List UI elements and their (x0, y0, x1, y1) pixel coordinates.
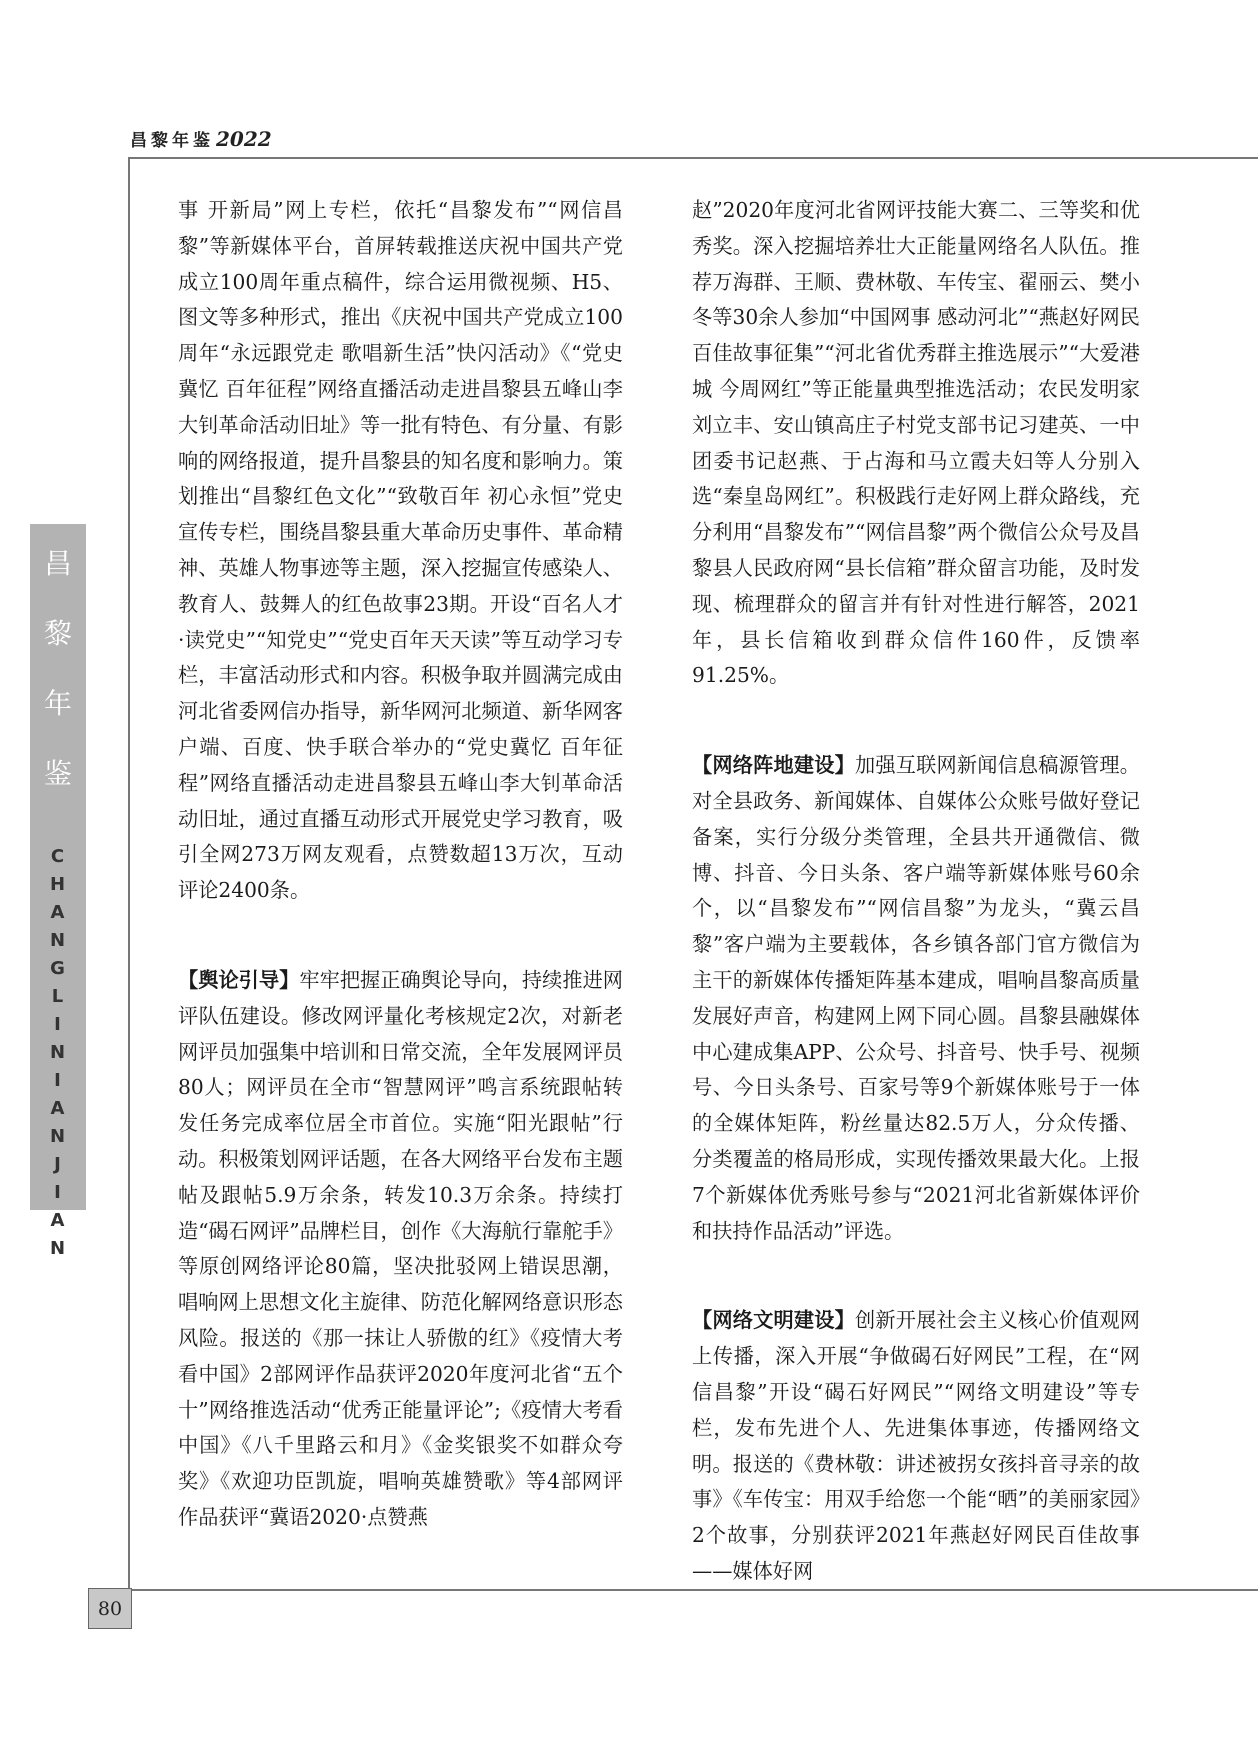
frame-left-rule (128, 157, 130, 1589)
side-tab-char: 昌 (43, 547, 72, 580)
paragraph-gap (178, 909, 623, 963)
side-tab-char: 鉴 (43, 757, 72, 790)
header-title: 昌黎年鉴 (130, 131, 214, 151)
side-tab-char: 年 (43, 687, 72, 720)
right-column (692, 193, 1140, 1590)
section-paragraph (692, 1303, 1140, 1589)
section-paragraph (178, 963, 623, 1536)
section-body: 牢牢把握正确舆论导向，持续推进网评队伍建设。修改网评量化考核规定2次，对新老网评员加强集中培训和日常交流，全年发展网评员80人；网评员在全市“智慧网评”鸣言系统跟帖转发任务完成率位居全市首位。实施“阳光跟帖”行动。积极策划网评话题，在各大网络平台发布主题帖及跟帖5.9万余条，转发10.3万余条。持续打造“碣石网评”品牌栏目，创作《大海航行靠舵手》等原创网络评论80篇，坚决批驳网上错误思潮，唱响网上思想文化主旋律、防范化解网络意识形态风险。报送的《那一抹让人骄傲的红》《疫情大考看中国》2部网评作品获评2020年度河北省“五个十”网络推选活动“优秀正能量评论”;《疫情大考看中国》《八千里路云和月》《金奖银奖不如群众夸奖》《欢迎功臣凯旋，唱响英雄赞歌》等4部网评作品获评“冀语2020·点赞燕 (178, 967, 623, 1529)
section-paragraph (692, 748, 1140, 1249)
section-heading: 【网络阵地建设】 (692, 753, 855, 778)
left-column (178, 193, 623, 1536)
paragraph-gap (692, 1249, 1140, 1303)
section-body: 加强互联网新闻信息稿源管理。对全县政务、新闻媒体、自媒体公众账号做好登记备案，实行分级分类管理，全县共开通微信、微博、抖音、今日头条、客户端等新媒体账号60余个，以“昌黎发布”“网信昌黎”为龙头，“冀云昌黎”客户端为主要载体，各乡镇各部门官方微信为主干的新媒体传播矩阵基本建成，唱响昌黎高质量发展好声音，构建网上网下同心圆。昌黎县融媒体中心建成集APP、公众号、抖音号、快手号、视频号、今日头条号、百家号等9个新媒体账号于一体的全媒体矩阵，粉丝量达82.5万人，分众传播、分类覆盖的格局形成，实现传播效果最大化。上报7个新媒体优秀账号参与“2021河北省新媒体评价和扶持作品活动”评选。 (692, 753, 1140, 1243)
paragraph-gap (692, 694, 1140, 748)
section-body: 创新开展社会主义核心价值观网上传播，深入开展“争做碣石好网民”工程，在“网信昌黎”开设“碣石好网民”“网络文明建设”等专栏，发布先进个人、先进集体事迹，传播网络文明。报送的《费林敬：讲述被拐女孩抖音寻亲的故事》《车传宝：用双手给您一个能“晒”的美丽家园》2个故事，分别获评2021年燕赵好网民百佳故事——媒体好网 (692, 1308, 1140, 1583)
body-paragraph: 事 开新局”网上专栏，依托“昌黎发布”“网信昌黎”等新媒体平台，首屏转载推送庆祝中国共产党成立100周年重点稿件，综合运用微视频、H5、图文等多种形式，推出《庆祝中国共产党成立100周年“永远跟党走 歌唱新生活”快闪活动》《“党史冀忆 百年征程”网络直播活动走进昌黎县五峰山李大钊革命活动旧址》等一批有特色、有分量、有影响的网络报道，提升昌黎县的知名度和影响力。策划推出“昌黎红色文化”“致敬百年 初心永恒”党史宣传专栏，围绕昌黎县重大革命历史事件、革命精神、英雄人物事迹等主题，深入挖掘宣传感染人、教育人、鼓舞人的红色故事23期。开设“百名人才·读党史”“知党史”“党史百年天天读”等互动学习专栏，丰富活动形式和内容。积极争取并圆满完成由河北省委网信办指导，新华网河北频道、新华网客户端、百度、快手联合举办的“党史冀忆 百年征程”网络直播活动走进昌黎县五峰山李大钊革命活动旧址，通过直播互动形式开展党史学习教育，吸引全网273万网友观看，点赞数超13万次，互动评论2400条。 (178, 198, 623, 903)
page-number: 80 (88, 1588, 132, 1629)
body-paragraph: 赵”2020年度河北省网评技能大赛二、三等奖和优秀奖。深入挖掘培养壮大正能量网络名人队伍。推荐万海群、王顺、费林敬、车传宝、翟丽云、樊小冬等30余人参加“中国网事 感动河北”“燕赵好网民百佳故事征集”“河北省优秀群主推选展示”“大爱港城 今周网红”等正能量典型推选活动；农民发明家刘立丰、安山镇高庄子村党支部书记习建英、一中团委书记赵燕、于占海和马立霞夫妇等人分别入选“秦皇岛网红”。积极践行走好网上群众路线，充分利用“昌黎发布”“网信昌黎”两个微信公众号及昌黎县人民政府网“县长信箱”群众留言功能，及时发现、梳理群众的留言并有针对性进行解答，2021年，县长信箱收到群众信件160件，反馈率91.25%。 (692, 198, 1140, 688)
frame-top-rule (128, 157, 1258, 159)
side-tab (30, 524, 86, 1266)
section-heading: 【舆论引导】 (178, 967, 300, 992)
side-tab-latin: CHANGLINIANJIAN (47, 846, 68, 1266)
section-heading: 【网络文明建设】 (692, 1308, 855, 1333)
header-year: 2022 (216, 127, 272, 151)
side-tab-char: 黎 (43, 617, 72, 650)
running-header (130, 126, 272, 151)
